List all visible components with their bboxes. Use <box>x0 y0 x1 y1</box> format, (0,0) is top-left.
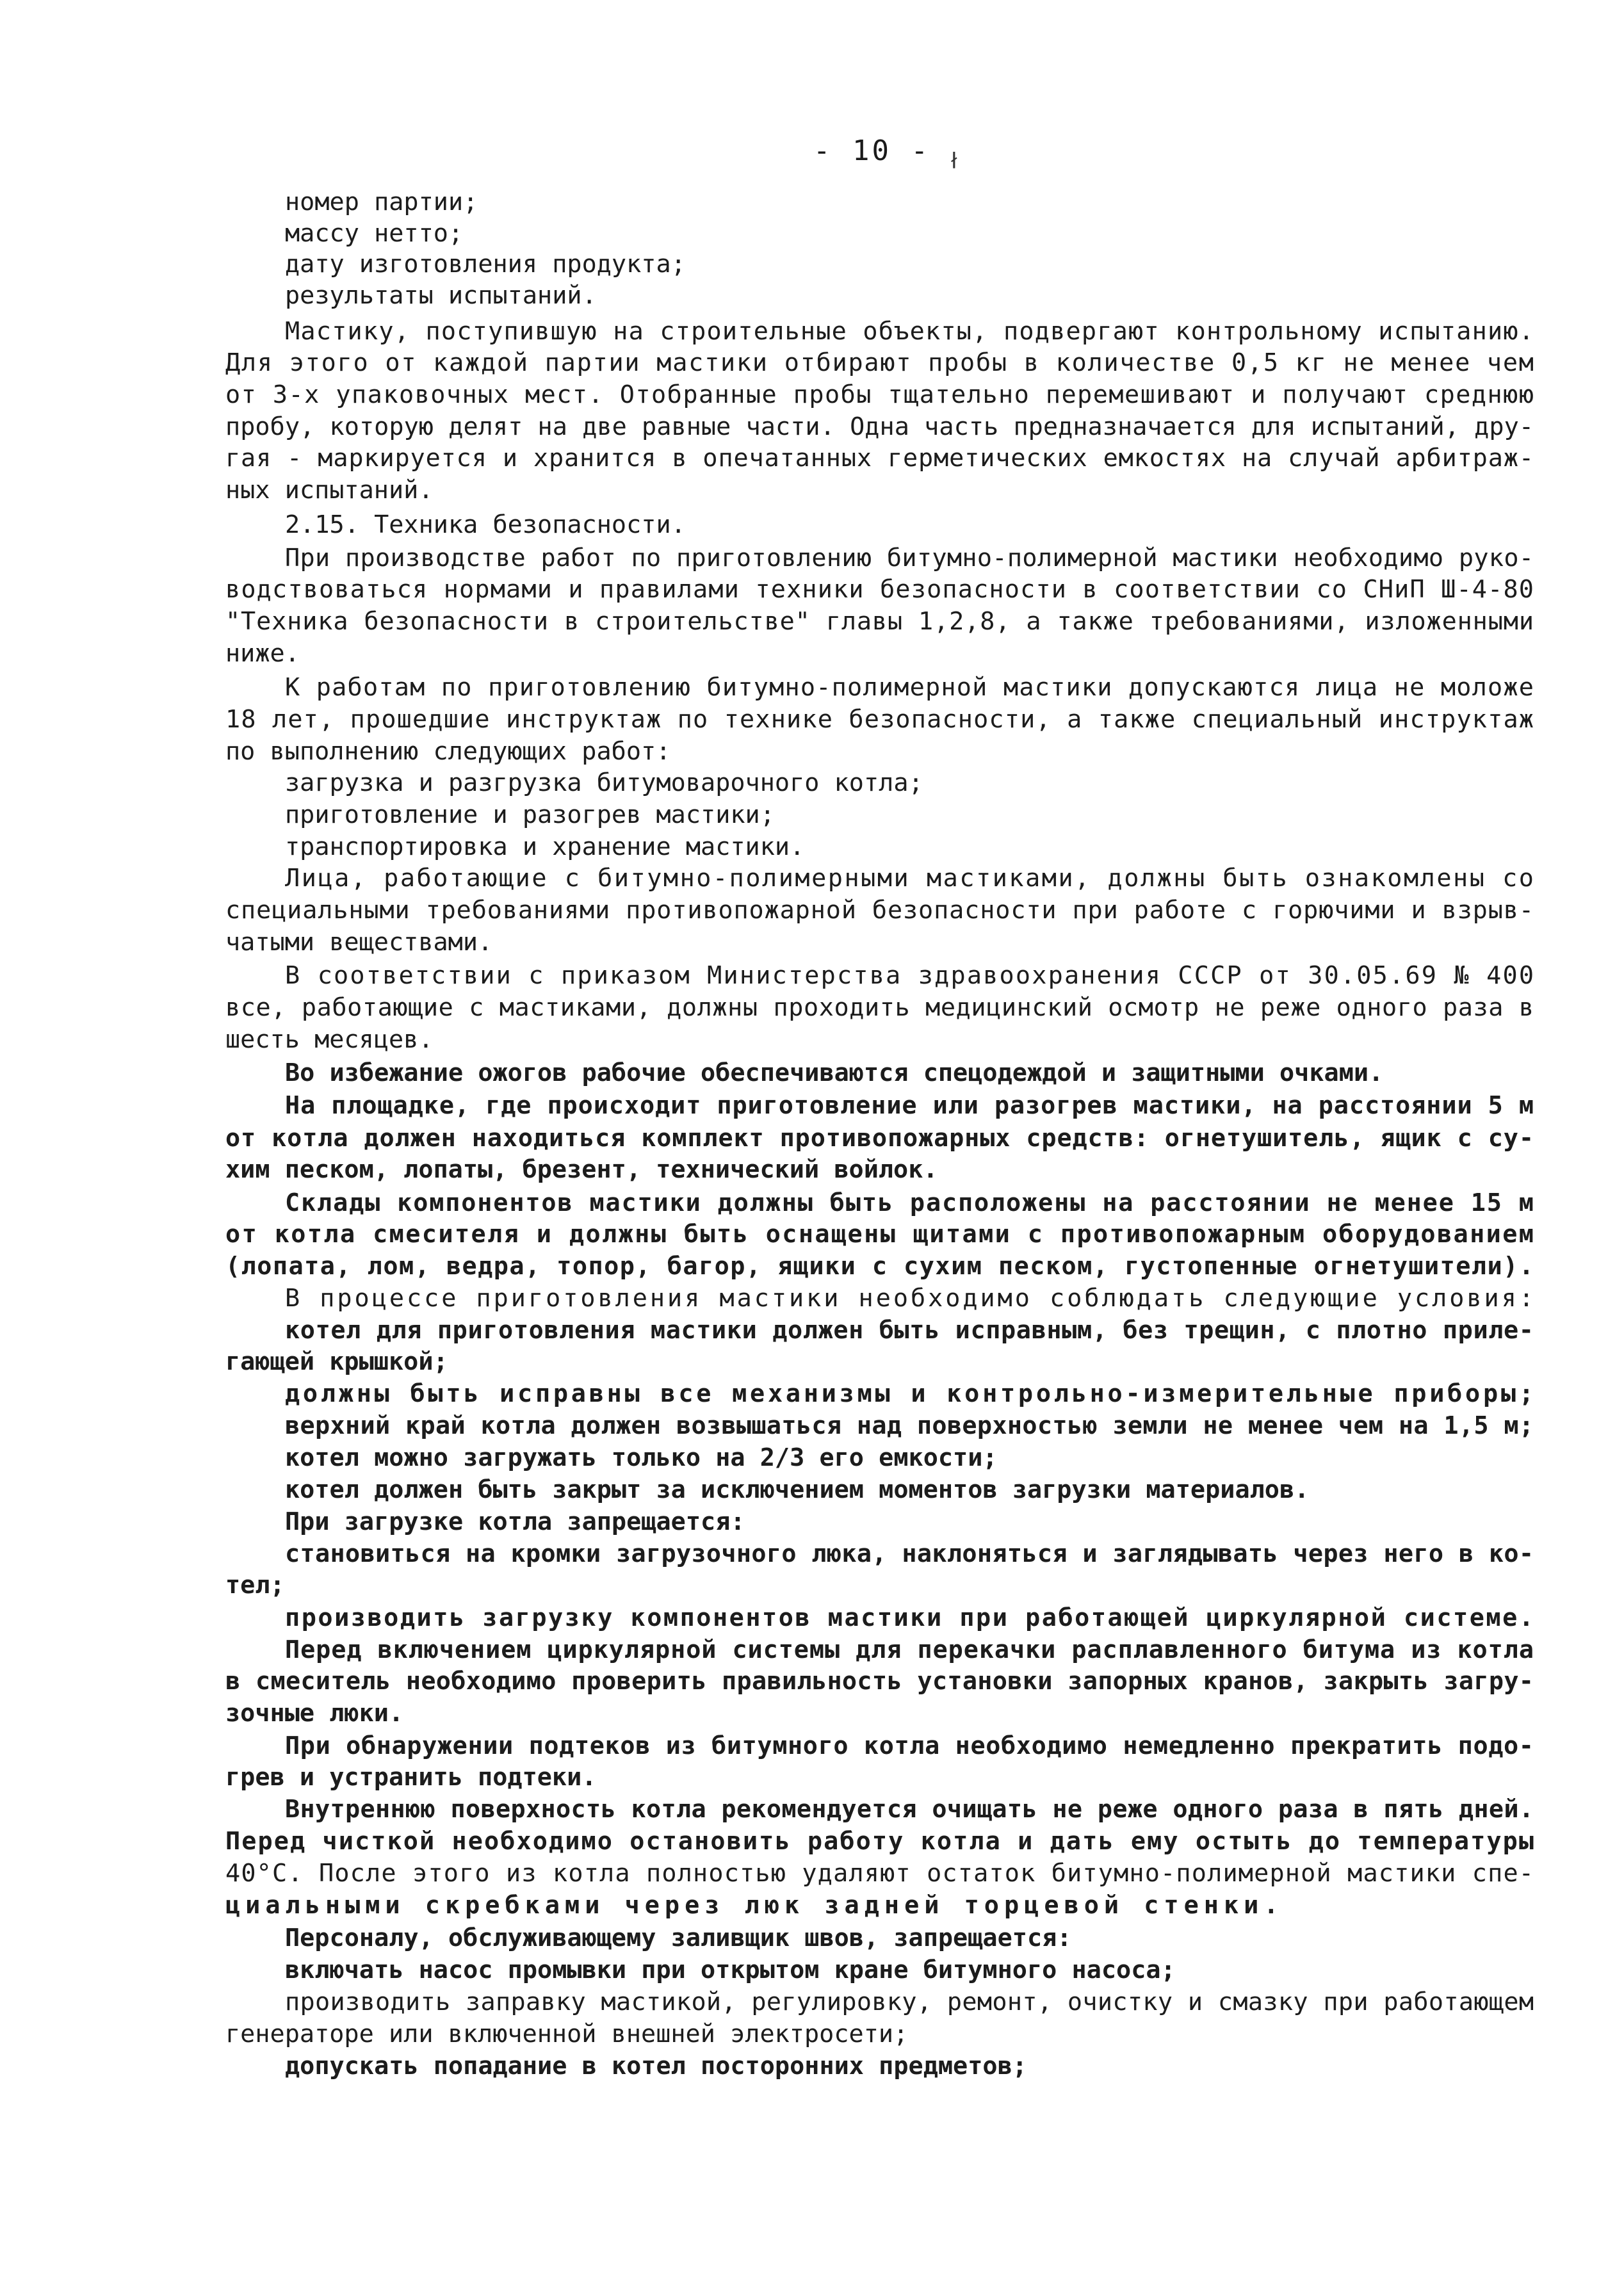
text-line: В процессе приготовления мастики необходимо соблюдать следующие условия: <box>285 1284 1536 1313</box>
text-line: пробу, которую делят на две равные части. Одна часть предназначается для испытаний, дру- <box>225 412 1534 441</box>
text-line: от котла должен находиться комплект противопожарных средств: огнетушитель, ящик с су- <box>225 1124 1534 1153</box>
text-line: массу нетто; <box>285 219 464 248</box>
text-line: Склады компонентов мастики должны быть расположены на расстоянии не менее 15 м <box>285 1188 1535 1217</box>
text-line: специальными требованиями противопожарной безопасности при работе с горючими и взрыв- <box>225 896 1534 925</box>
text-line: тел; <box>225 1571 285 1600</box>
page-number: - 10 - <box>813 134 930 167</box>
text-line: номер партии; <box>285 188 478 216</box>
text-line: В соответствии с приказом Министерства здравоохранения СССР от 30.05.69 № 400 <box>285 961 1536 990</box>
text-line: (лопата, лом, ведра, топор, багор, ящики с сухим песком, густопенные огнетушители). <box>225 1252 1535 1281</box>
text-line: К работам по приготовлению битумно-полимерной мастики допускаются лица не моложе <box>285 673 1535 702</box>
text-line: допускать попадание в котел посторонних предметов; <box>285 2052 1027 2080</box>
text-line: дату изготовления продукта; <box>285 250 686 279</box>
text-line: от 3-х упаковочных мест. Отобранные пробы тщательно перемешивают и получают среднюю <box>225 380 1535 409</box>
text-line: При загрузке котла запрещается: <box>285 1507 745 1536</box>
text-line: верхний край котла должен возвышаться над поверхностью земли не менее чем на 1,5 м; <box>285 1411 1534 1440</box>
text-line: производить загрузку компонентов мастики при работающей циркулярной системе. <box>285 1603 1536 1632</box>
text-line: При производстве работ по приготовлению битумно-полимерной мастики необходимо руко- <box>285 544 1534 572</box>
text-line: При обнаружении подтеков из битумного котла необходимо немедленно прекратить подо- <box>285 1731 1534 1760</box>
text-line: грев и устранить подтеки. <box>225 1763 597 1792</box>
text-line: ных испытаний. <box>225 476 434 505</box>
text-line: должны быть исправны все механизмы и контрольно-измерительные приборы; <box>285 1379 1537 1408</box>
text-line: по выполнению следующих работ: <box>225 737 671 766</box>
text-line: Во избежание ожогов рабочие обеспечиваются спецодеждой и защитными очками. <box>285 1058 1384 1087</box>
text-line: включать насос промывки при открытом кране битумного насоса; <box>285 1956 1176 1984</box>
text-line: от котла смесителя и должны быть оснащены щитами с противопожарным оборудованием <box>225 1220 1536 1249</box>
text-line: результаты испытаний. <box>285 281 597 310</box>
text-line: Перед включением циркулярной системы для перекачки расплавленного битума из котла <box>285 1635 1534 1664</box>
text-line: Лица, работающие с битумно-полимерными мастиками, должны быть ознакомлены со <box>285 864 1536 893</box>
text-line: гая - маркируется и хранится в опечатанных герметических емкостях на случай арбитраж- <box>225 444 1534 473</box>
text-line: циальными скребками через люк задней торцевой стенки. <box>225 1891 1284 1920</box>
handwritten-mark: ł <box>951 149 957 174</box>
text-line: зочные люки. <box>225 1699 404 1728</box>
text-line: приготовление и разогрев мастики; <box>285 800 775 829</box>
text-line: ниже. <box>225 639 300 668</box>
text-line: На площадке, где происходит приготовление или разогрев мастики, на расстоянии 5 м <box>285 1091 1534 1120</box>
text-line: 18 лет, прошедшие инструктаж по технике безопасности, а также специальный инструктаж <box>225 705 1535 734</box>
text-line: хим песком, лопаты, брезент, технический войлок. <box>225 1155 938 1184</box>
text-line: котел должен быть закрыт за исключением моментов загрузки материалов. <box>285 1475 1310 1504</box>
text-line: чатыми веществами. <box>225 928 493 957</box>
text-line: 2.15. Техника безопасности. <box>285 510 686 539</box>
text-line: Для этого от каждой партии мастики отбирают пробы в количестве 0,5 кг не менее чем <box>225 348 1535 377</box>
text-line: загрузка и разгрузка битумоварочного котла; <box>285 768 923 797</box>
text-line: все, работающие с мастиками, должны проходить медицинский осмотр не реже одного раза в <box>225 993 1534 1022</box>
text-line: генераторе или включенной внешней электросети; <box>225 2020 909 2048</box>
text-line: котел для приготовления мастики должен быть исправным, без трещин, с плотно приле- <box>285 1316 1534 1345</box>
text-line: производить заправку мастикой, регулировку, ремонт, очистку и смазку при работающем <box>285 1988 1534 2016</box>
text-line: Мастику, поступившую на строительные объекты, подвергают контрольному испытанию. <box>285 317 1535 346</box>
text-line: Персоналу, обслуживающему заливщик швов, запрещается: <box>285 1924 1072 1952</box>
text-line: котел можно загружать только на 2/3 его емкости; <box>285 1443 998 1472</box>
text-line: становиться на кромки загрузочного люка, наклоняться и заглядывать через него в ко- <box>285 1539 1534 1568</box>
text-line: гающей крышкой; <box>225 1347 448 1376</box>
text-line: 40°С. После этого из котла полностью удаляют остаток битумно-полимерной мастики спе- <box>225 1859 1535 1888</box>
text-line: шесть месяцев. <box>225 1025 434 1054</box>
text-line: в смеситель необходимо проверить правильность установки запорных кранов, закрыть загру- <box>225 1667 1534 1696</box>
text-line: транспортировка и хранение мастики. <box>285 832 805 861</box>
text-line: Перед чисткой необходимо остановить работу котла и дать ему остыть до температуры <box>225 1827 1536 1856</box>
text-line: "Техника безопасности в строительстве" главы 1,2,8, а также требованиями, изложенными <box>225 607 1534 636</box>
text-line: Внутреннюю поверхность котла рекомендуется очищать не реже одного раза в пять дней. <box>285 1795 1534 1824</box>
text-line: водствоваться нормами и правилами техники безопасности в соответствии со СНиП Ш-4-80 <box>225 575 1535 604</box>
